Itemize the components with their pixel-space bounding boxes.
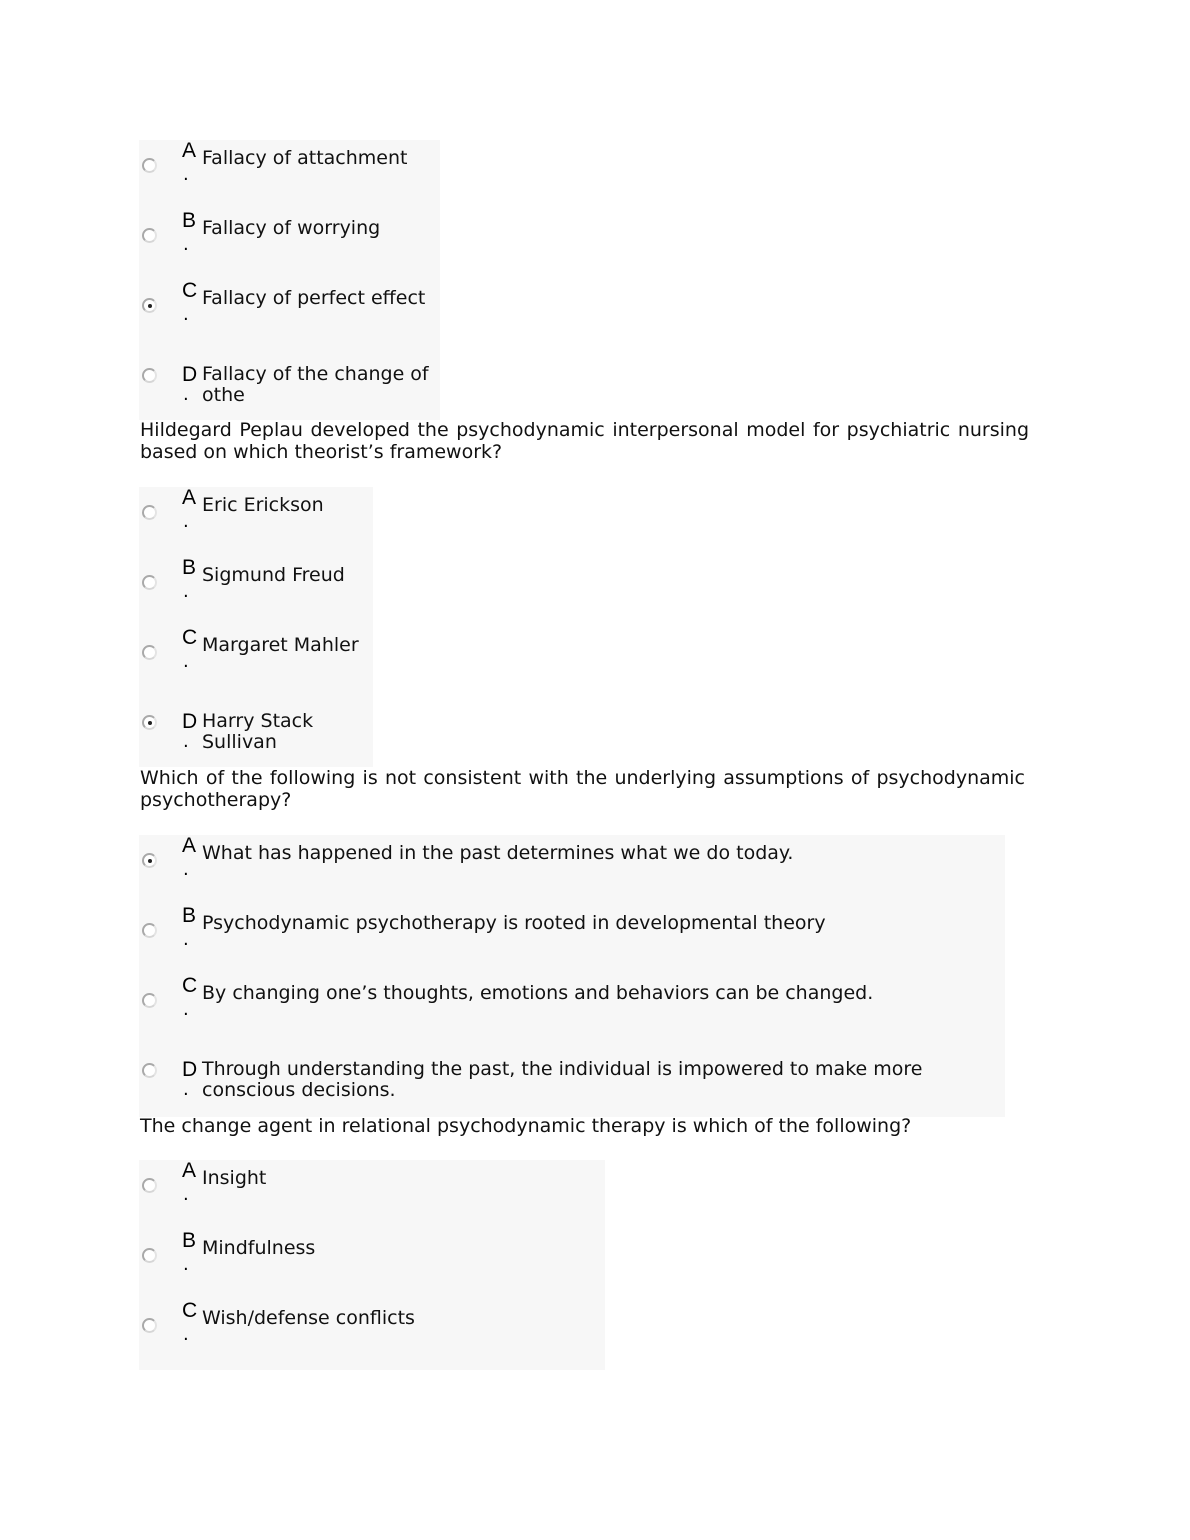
- question-text: Which of the following is not consistent with the underlying assumptions of psychodynamic psychotherapy?: [140, 767, 1025, 811]
- radio-button[interactable]: [142, 1318, 157, 1333]
- option-dot: .: [183, 651, 189, 672]
- option-dot: .: [183, 1079, 189, 1100]
- option-text: Fallacy of worrying: [202, 217, 381, 239]
- answer-option[interactable]: [139, 280, 440, 350]
- option-dot: .: [183, 929, 189, 950]
- option-dot: .: [183, 1254, 189, 1275]
- option-letter: C: [182, 974, 198, 997]
- radio-button[interactable]: [142, 228, 157, 243]
- radio-button[interactable]: [142, 575, 157, 590]
- option-text: Psychodynamic psychotherapy is rooted in developmental theory: [202, 912, 826, 934]
- option-dot: .: [183, 384, 189, 405]
- option-text: Margaret Mahler: [202, 634, 359, 656]
- radio-button[interactable]: [142, 645, 157, 660]
- option-letter: B: [182, 904, 197, 927]
- answer-option[interactable]: [139, 1230, 605, 1300]
- radio-button[interactable]: [142, 1063, 157, 1078]
- radio-button[interactable]: [142, 368, 157, 383]
- radio-button[interactable]: [142, 505, 157, 520]
- radio-button[interactable]: [142, 1248, 157, 1263]
- option-letter: B: [182, 209, 197, 232]
- radio-button[interactable]: [142, 1178, 157, 1193]
- option-text: Insight: [202, 1167, 267, 1189]
- option-text: Harry Stack Sullivan: [202, 710, 314, 753]
- option-text: Fallacy of the change of othe: [202, 363, 429, 406]
- option-dot: .: [183, 731, 189, 752]
- option-dot: .: [183, 999, 189, 1020]
- option-letter: A: [182, 1159, 197, 1182]
- option-dot: .: [183, 581, 189, 602]
- answer-option[interactable]: [139, 487, 373, 557]
- option-text: Fallacy of perfect effect: [202, 287, 426, 309]
- option-letter: C: [182, 1299, 198, 1322]
- option-letter: A: [182, 486, 197, 509]
- answer-option[interactable]: [139, 140, 440, 210]
- answer-option[interactable]: [139, 210, 440, 280]
- option-dot: .: [183, 164, 189, 185]
- answer-options: [139, 140, 440, 420]
- answer-option[interactable]: [139, 905, 1005, 975]
- option-letter: D: [182, 710, 198, 733]
- option-text: By changing one’s thoughts, emotions and behaviors can be changed.: [202, 982, 874, 1004]
- option-text: Eric Erickson: [202, 494, 324, 516]
- option-letter: B: [182, 1229, 197, 1252]
- option-letter: A: [182, 139, 197, 162]
- option-letter: D: [182, 1058, 198, 1081]
- option-dot: .: [183, 304, 189, 325]
- option-letter: B: [182, 556, 197, 579]
- radio-button[interactable]: [142, 853, 157, 868]
- option-letter: C: [182, 626, 198, 649]
- option-text: Sigmund Freud: [202, 564, 345, 586]
- option-dot: .: [183, 1184, 189, 1205]
- option-letter: A: [182, 834, 197, 857]
- answer-option[interactable]: [139, 1300, 605, 1370]
- option-letter: C: [182, 279, 198, 302]
- answer-option[interactable]: [139, 835, 1005, 905]
- radio-button[interactable]: [142, 715, 157, 730]
- answer-option[interactable]: [139, 350, 440, 420]
- option-text: Mindfulness: [202, 1237, 316, 1259]
- question-text: The change agent in relational psychodynamic therapy is which of the following?: [140, 1115, 912, 1137]
- answer-option[interactable]: [139, 557, 373, 627]
- option-dot: .: [183, 511, 189, 532]
- option-text: Fallacy of attachment: [202, 147, 408, 169]
- option-dot: .: [183, 1324, 189, 1345]
- answer-option[interactable]: [139, 1045, 1005, 1117]
- radio-button[interactable]: [142, 923, 157, 938]
- option-letter: D: [182, 363, 198, 386]
- answer-option[interactable]: [139, 1160, 605, 1230]
- option-dot: .: [183, 234, 189, 255]
- question-text: Hildegard Peplau developed the psychodynamic interpersonal model for psychiatric nursing based on which theorist’s framework?: [140, 419, 1029, 463]
- option-text: What has happened in the past determines what we do today.: [202, 842, 794, 864]
- radio-button[interactable]: [142, 993, 157, 1008]
- option-text: Through understanding the past, the individual is impowered to make more conscious decisions.: [202, 1058, 923, 1101]
- answer-option[interactable]: [139, 975, 1005, 1045]
- radio-button[interactable]: [142, 158, 157, 173]
- answer-option[interactable]: [139, 627, 373, 697]
- answer-options: [139, 487, 373, 767]
- option-text: Wish/defense conflicts: [202, 1307, 415, 1329]
- radio-button[interactable]: [142, 298, 157, 313]
- answer-options: [139, 835, 1005, 1117]
- answer-option[interactable]: [139, 697, 373, 767]
- option-dot: .: [183, 859, 189, 880]
- answer-options: [139, 1160, 605, 1370]
